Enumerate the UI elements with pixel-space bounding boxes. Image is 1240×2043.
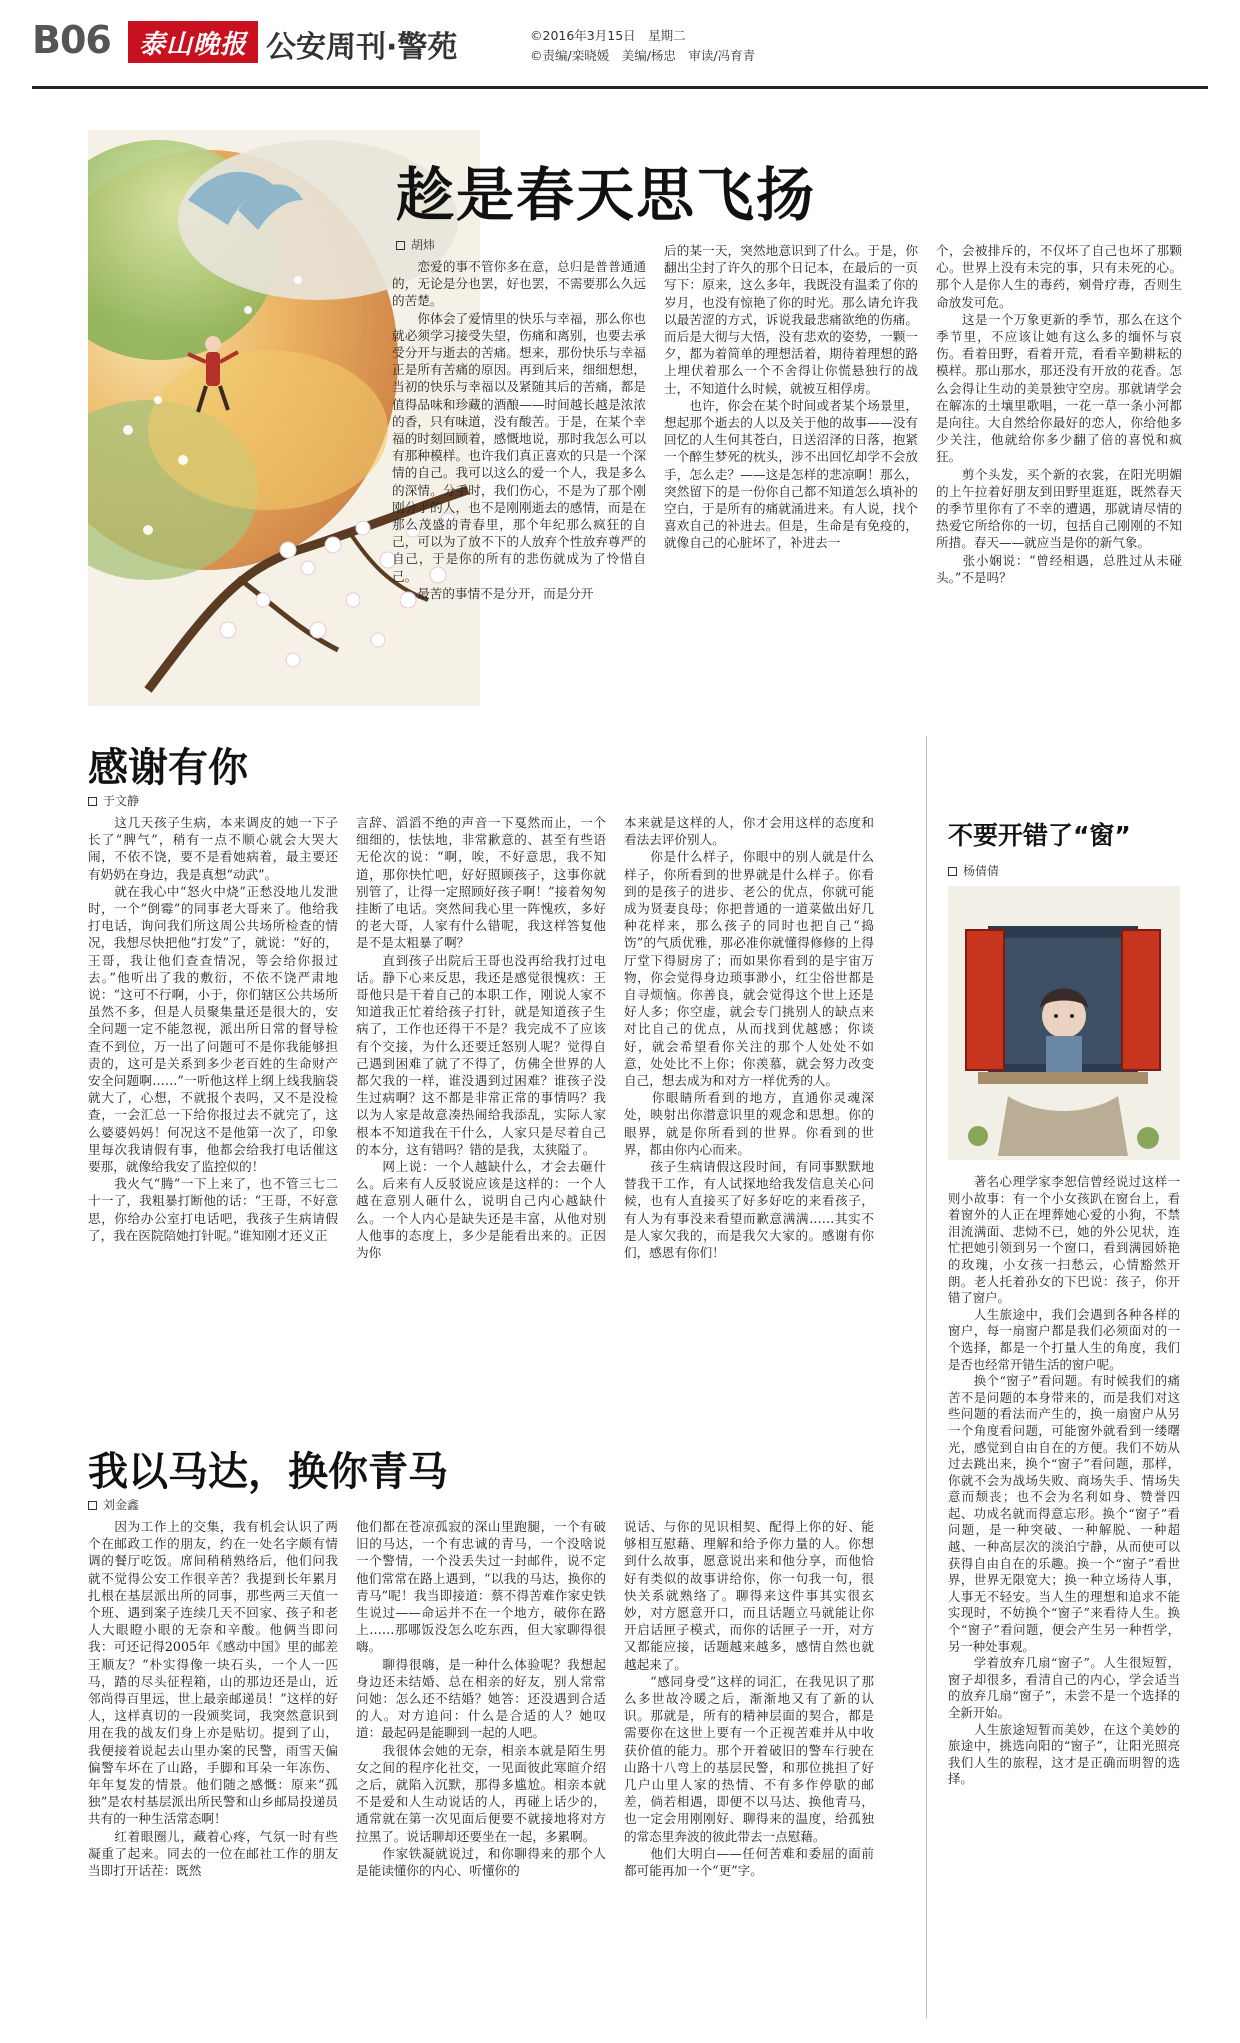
paper-logo-text: 泰山晚报 [138, 29, 247, 60]
article1-col1: 恋爱的事不管你多在意，总归是普普通通的，无论是分也罢，好也罢，不需要那么久远的苦楚。 你体会了爱情里的快乐与幸福，那么你也就必须学习接受失望，伤痛和离别，也要去承受分开与逝去的苦痛。想来，那份快乐与幸福正是所有苦痛的原因。再到后来，细细想想，当初的快乐与幸福以及紧随其后的苦痛，都是值得品味和珍藏的酒酿——时间越长越是浓浓的香，只有味道，没有酸苦。于是，在某个幸福的时刻回顾着，感慨地说，那时我怎么可以有那种模样。也许我们真正喜欢的只是一个深情的自己。我可以这么的爱一个人，我是多么的深情。分手时，我们伤心，不是为了那个刚刚分手的人，也不是刚刚逝去的感情，而是在那么茂盛的青春里，那个年纪那么疯狂的自己，可以为了放不下的人放弃个性放弃尊严的自己，于是你的所有的悲伤就成为了怜惜自己。 最苦的事情不是分开，而是分开 [392, 259, 646, 601]
open-window-illustration [948, 886, 1180, 1160]
date-line: ©2016年3月15日 星期二 [530, 28, 686, 43]
article2-col2: 言辞、滔滔不绝的声音一下戛然而止，一个细细的，怯怯地，非常歉意的、甚至有些语无伦次的说：“啊，唉，不好意思，我不知道，那你快忙吧，好好照顾孩子，这事你就别管了，让得一定照顾好孩子啊！”接着匆匆挂断了电话。突然间我心里一阵愧疚，多好的老大哥，人家有什么错呢，我这样答复他是不是太粗暴了啊？ 直到孩子出院后王哥也没再给我打过电话。静下心来反思，我还是感觉很愧疚：王哥他只是干着自己的本职工作，刚说人家不知道我正忙着给孩子打针，就是知道孩子生病了，工作也还得干不是？我完成不了应该有个交接，为什么还要迁怒别人呢？觉得自己遇到困难了就了不得了，仿佛全世界的人都欠我的一样，谁没遇到过困难？谁孩子没生过病啊？这不都是非常正常的事情吗？我以为人家是故意凑热闹给我添乱，实际人家根本不知道我在干什么，人家只是尽着自己的本分，这有错吗？错的是我，太狭隘了。 网上说：一个人越缺什么，才会去砸什么。后来有人反驳说应该是这样的：一个人越在意别人砸什么，说明自己内心越缺什么。一个人内心是缺失还是丰富，从他对别人他事的态度上，多少是能看出来的。正因为你 [356, 815, 606, 1261]
article1-col2: 后的某一天，突然地意识到了什么。于是，你翻出尘封了许久的那个日记本，在最后的一页写下：原来，这么多年，我既没有温柔了你的岁月，也没有惊艳了你的时光。那么请允许我以最苦涩的方式，诉说我最悲痛欲绝的伤痛。而后是大彻与大悟，没有悲欢的姿势，一颗一夕，都为着简单的理想活着，期待着理想的路上埋伏着那么一个不舍得让你慌悬独行的战士，不知道什么时候，就被互相俘虏。 也许，你会在某个时间或者某个场景里，想起那个逝去的人以及关于他的故事——没有回忆的人生何其苍白，日送沼泽的日落，抱紧一个醉生梦死的枕头，涉不出回忆却学不会放手，怎么走？——这是怎样的悲凉啊！那么，突然留下的是一份你自己都不知道怎么填补的空白，于是所有的痛就涌进来。有人说，找个喜欢自己的补进去。但是，生命是有免疫的，就像自己的心脏坏了，补进去一 [664, 243, 918, 551]
article4-byline [948, 862, 999, 879]
article3-byline [88, 1496, 139, 1513]
article2-author: 于文静 [103, 794, 140, 808]
article3-col3: 说话、与你的见识相契、配得上你的好、能够相互慰藉、理解和给予你力量的人。你想到什么故事，愿意说出来和他分享，而他恰好有类似的故事讲给你，你一句我一句，很快关系就熟络了。聊得来这件事其实很玄妙，对方愿意开口，而且话题立马就能让你开启话匣子模式，而你的话匣子一开，对方又都能应接，话题越来越多，感情自然也就越起来了。 “感同身受”这样的词汇，在我见识了那么多世故冷暖之后，渐渐地又有了新的认识。那就是，所有的精神层面的契合，都是需要你在这世上要有一个正视苦难并从中收获价值的能力。那个开着破旧的警车行驶在山路十八弯上的基层民警，和那位挑担了好几户山里人家的热情、不有多作停歇的邮差，倘若相遇，即便不以马达、换他青马，也一定会用刚刚好、聊得来的温度，给孤独的常态里奔波的彼此带去一点慰藉。 他们大明白——任何苦难和委屈的面前都可能再加一个“更”字。 [624, 1519, 874, 1879]
window-illustration [948, 886, 1180, 1160]
article2-col1: 这几天孩子生病，本来调皮的她一下子长了“脾气”，稍有一点不顺心就会大哭大闹，不依不饶，要不是看她病着，最主要还有奶奶在身边，我是真想“动武”。 就在我心中“怒火中烧”正愁没地儿发泄时，一个“倒霉”的同事老大哥来了。他给我打电话，询问我们所这周公共场所检查的情况，我想尽快把他“打发”了，就说：“好的，王哥，我让他们查查情况，等会给你报过去。”他听出了我的敷衍，不依不饶严肃地说：“这可不行啊，小于，你们辖区公共场所虽然不多，但是人员聚集量还是很大的，安全问题一定不能忽视，派出所日常的督导检查不到位，万一出了问题可不是你我能够担责的，这可是关系到多少老百姓的生命财产安全问题啊……”一听他这样上纲上线我脑袋就大了，心想，不就报个表吗，又不是没检查，一会汇总一下给你报过去不就完了，这么婆婆妈妈！何况这不是他第一次了，印象里每次我请假有事，他都会给我打电话催这要那，就像给我安了监控似的！ 我火气“腾”一下上来了，也不管三七二十一了，我粗暴打断他的话：“王哥，不好意思，你给办公室打电话吧，我孩子生病请假了，我在医院陪她打针呢。”谁知刚才还义正 [88, 815, 338, 1243]
article1-author: 胡炜 [411, 238, 436, 252]
article4-body: 著名心理学家李恕信曾经说过这样一则小故事：有一个小女孩趴在窗台上，看着窗外的人正在埋葬她心爱的小狗，不禁泪流满面、悲恸不已，她的外公见状，连忙把她引领到另一个窗口，看到满园娇艳的玫瑰，小女孩一扫愁云，心情豁然开朗。老人托着孙女的下巴说：孩子，你开错了窗户。 人生旅途中，我们会遇到各种各样的窗户，每一扇窗户都是我们必须面对的一个选择，都是一个打量人生的角度，我们是否也经常开错生活的窗户呢。 换个“窗子”看问题。有时候我们的痛苦不是问题的本身带来的，而是我们对这些问题的看法而产生的，换一扇窗户从另一个角度看问题，可能窗外就看到一缕曙光，感觉到自由自在的方便。我们不妨从过去跳出来，换个“窗子”看问题，那样，你就不会为战场失败、商场失手、情场失意而颓丧；也不会为名利如身、赞誉四起、功成名就而得意忘形。换个“窗子”看问题，是一种突破、一种解脱、一种超越、一种高层次的淡泊宁静，从而使可以获得自由自在的乐趣。换一个“窗子”看世界，世界无限宽大；换一种立场待人事，人事无不轻安。当人生的理想和追求不能实现时，不妨换个“窗子”来看待人生。换个“窗子”看问题，便会产生另一种哲学，另一种处事观。 学着放弃几扇“窗子”。人生很短暂，窗子却很多，看清自己的内心，学会适当的放弃几扇“窗子”，未尝不是一个选择的全新开始。 人生旅途短暂而美妙，在这个美妙的旅途中，挑选向阳的“窗子”，让阳光照亮我们人生的旅程，这才是正确而明智的选择。 [948, 1174, 1180, 1787]
article1-title: 趁是春天思飞扬 [396, 161, 817, 229]
article4-author: 杨倩倩 [963, 864, 1000, 878]
masthead [0, 0, 1240, 92]
byline-box-icon [88, 797, 97, 806]
article2-title: 感谢有你 [88, 745, 248, 791]
article1-byline [396, 236, 435, 253]
byline-box-icon [396, 241, 405, 250]
article3-col2: 他们都在苍凉孤寂的深山里跑腿，一个有破旧的马达，一个有忠诚的青马，一个没啥说一个警情，一个没丢失过一封邮件，说不定他们常常在路上遇到，“以我的马达，换你的青马”呢！我当即接道：蔡不得苦难作家史铁生说过——命运并不在一个地方，破你在路上……那哪饭没怎么吃东西，但大家聊得很嗨。 聊得很嗨，是一种什么体验呢？我想起身边还未结婚、总在相亲的好友，别人常常问她：怎么还不结婚？她答：还没遇到合适的人。对方追问：什么是合适的人？她叹道：最起码是能聊到一起的人吧。 我很体会她的无奈，相亲本就是陌生男女之间的程序化社交，一见面彼此寒暄介绍之后，就陷入沉默，那得多尴尬。相亲本就不是爱和人生动说话的人，再碰上话少的，通常就在第一次见面后便要不就接地将对方拉黑了。说话聊却还要坐在一起，多累啊。 作家铁凝就说过，和你聊得来的那个人是能读懂你的内心、听懂你的 [356, 1519, 606, 1879]
paper-logo [128, 21, 258, 63]
article3-author: 刘金鑫 [103, 1498, 140, 1512]
article2-byline [88, 792, 139, 809]
byline-box-icon [88, 1501, 97, 1510]
byline-box-icon [948, 867, 957, 876]
masthead-rule [32, 86, 1208, 89]
section-title: 公安周刊·警苑 [266, 30, 458, 65]
sidebar-divider [926, 736, 927, 2018]
page-number: B06 [32, 18, 111, 62]
article1-col3: 个，会被排斥的，不仅坏了自己也坏了那颗心。世界上没有未完的事，只有未死的心。那个人是你人生的毒药，剜骨疗毒，否则生命放发可危。 这是一个万象更新的季节，那么在这个季节里，不应该让她有这么多的缅怀与哀伤。看着田野，看着开荒，看看辛勤耕耘的模样。那山那水，那还没有开放的花香。怎么会得让生动的美景独守空房。那就请学会在解冻的土壤里歌唱，一花一草一条小河都是向往。大自然给你最好的恋人，你给他多少关注，他就给你多少翻了倍的喜悦和疯狂。 剪个头发，买个新的衣裳，在阳光明媚的上午拉着好朋友到田野里逛逛，既然春天的季节里你有了不幸的遭遇，那就请尽情的热爱它所给你的一切，包括自己刚刚的不知所措。春天——就应当是你的新气象。 张小娴说：“曾经相遇，总胜过从未碰头。”不是吗？ [936, 243, 1182, 585]
editors-line: ©责编/栾晓媛 美编/杨忠 审读/冯育青 [530, 48, 756, 63]
article3-title: 我以马达，换你青马 [88, 1449, 448, 1495]
article4-title: 不要开错了“窗” [948, 821, 1131, 850]
article2-col3: 本来就是这样的人，你才会用这样的态度和看法去评价别人。 你是什么样子，你眼中的别人就是什么样子，你所看到的世界就是什么样子。你看到的是孩子的进步、老公的优点，你就可能成为贤妻良母；你把普通的一道菜做出好几种花样来，那么孩子的同时也把自己“捣饬”的气质优雅，那必准你就懂得修修的上得厅堂下得厨房了；而如果你看到的是宇宙万物，你会觉得身边琐事渺小，红尘俗世都是自寻烦恼。你善良，就会觉得这个世上还是好人多；你空虚，就会专门挑别人的缺点来对比自己的优点，从而找到优越感；你谈好，就会希望看你关注的那个人处处不如意，处处比不上你；你羡慕，就会努力改变自己，想去成为和对方一样优秀的人。 你眼睛所看到的地方，直通你灵魂深处，映射出你潜意识里的观念和思想。你的眼界，就是你所看到的世界。你看到的世界，都由你内心而来。 孩子生病请假这段时间，有同事默默地替我干工作，有人试探地给我发信息关心问候，也有人直接买了好多好吃的来看孩子，有人为有事没来看望而歉意满满……其实不是人家欠我的，而是我欠大家的。感谢有你们，感恩有你们！ [624, 815, 874, 1261]
article3-col1: 因为工作上的交集，我有机会认识了两个在邮政工作的朋友，约在一处名字颇有情调的餐厅吃饭。席间稍稍熟络后，他们问我就不觉得公安工作很辛苦？我提到长年累月扎根在基层派出所的同事，那些两三天值一个班、遇到案子连续几天不回家、孩子和老人大眼瞪小眼的无奈和辛酸。他俩当即问我：可还记得2005年《感动中国》里的邮差王顺友？“朴实得像一块石头，一个人一匹马，踏的尽头征程箱，山的那边还是山，近邻尚得百里远，世上最亲邮递员！”这样的好人，这样真切的一段颁奖词，我突然意识到用在我的战友们身上亦是贴切。提到了山，我便接着说起去山里办案的民警，雨雪天偏偏警车坏在了山路，手脚和耳朵一年冻伤、年年复发的情景。他们随之感慨：原来“孤独”是农村基层派出所民警和山乡邮局投递员共有的一种生活常态啊！ 红着眼圈儿，藏着心疼，气氛一时有些凝重了起来。同去的一位在邮社工作的朋友当即打开话茬：既然 [88, 1519, 338, 1879]
